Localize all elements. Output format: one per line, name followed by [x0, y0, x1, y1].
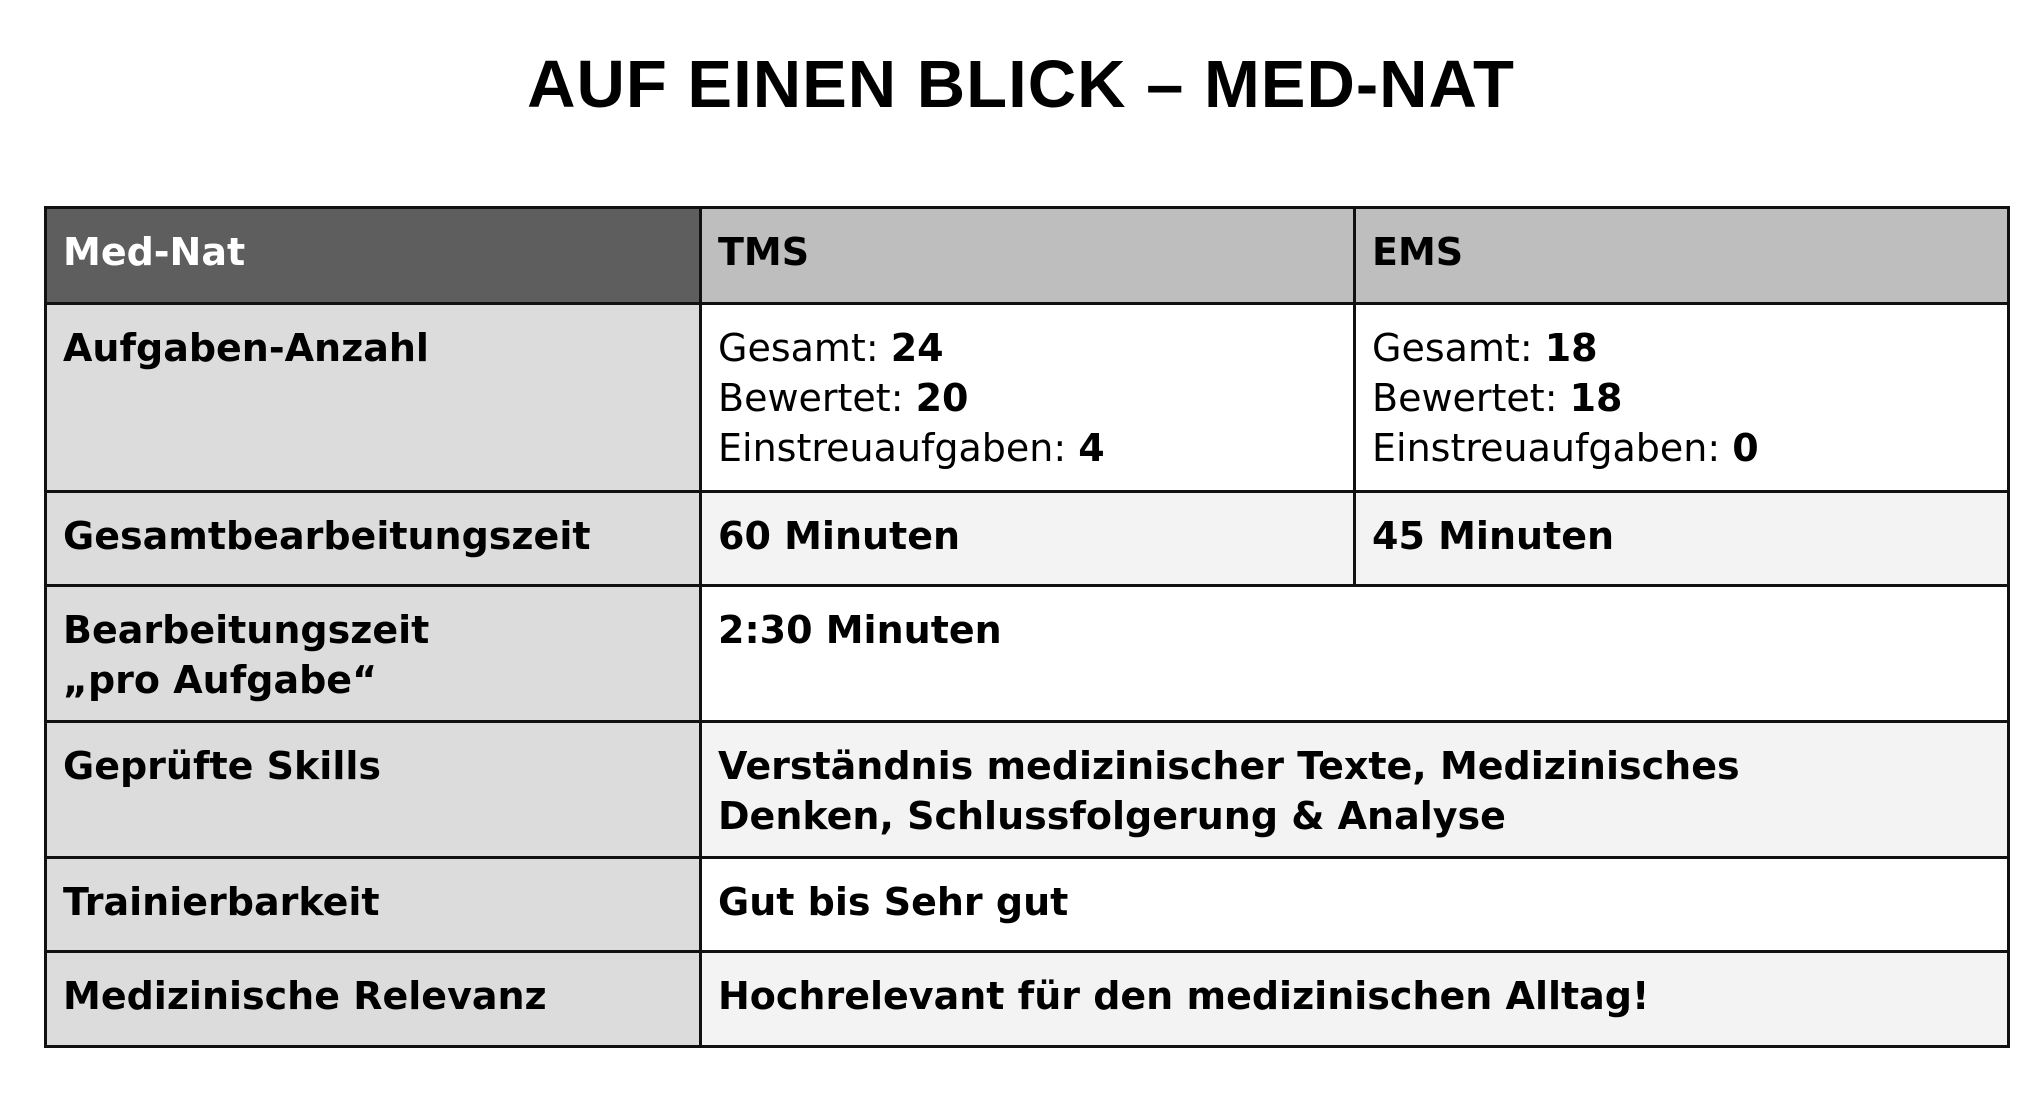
count-line: Bewertet: 18	[1372, 376, 1623, 420]
row-label: Aufgaben-Anzahl	[46, 304, 701, 492]
row-label: Gesamtbearbeitungszeit	[46, 492, 701, 586]
cell-tms-total-time: 60 Minuten	[701, 492, 1355, 586]
cell-ems-count	[1355, 304, 2009, 492]
page-title: AUF EINEN BLICK – MED-NAT	[527, 47, 1515, 122]
count-line: Gesamt: 24	[718, 326, 944, 370]
row-medizinische-relevanz	[46, 952, 2009, 1047]
table-header-row	[46, 208, 2009, 304]
row-label: Geprüfte Skills	[46, 722, 701, 858]
row-label: Bearbeitungszeit „pro Aufgabe“	[46, 586, 701, 722]
corner-header: Med-Nat	[46, 208, 701, 304]
column-header-ems: EMS	[1355, 208, 2009, 304]
cell-relevance: Hochrelevant für den medizinischen Alltag!	[701, 952, 2009, 1047]
row-bearbeitungszeit-pro-aufgabe	[46, 586, 2009, 722]
count-line: Bewertet: 20	[718, 376, 969, 420]
row-label: Trainierbarkeit	[46, 858, 701, 952]
cell-skills: Verständnis medizinischer Texte, Medizinisches Denken, Schlussfolgerung & Analyse	[701, 722, 2009, 858]
cell-tms-count	[701, 304, 1355, 492]
count-line: Gesamt: 18	[1372, 326, 1598, 370]
comparison-table	[44, 206, 2010, 1048]
row-trainierbarkeit	[46, 858, 2009, 952]
row-gesamtbearbeitungszeit	[46, 492, 2009, 586]
column-header-tms: TMS	[701, 208, 1355, 304]
row-aufgaben-anzahl	[46, 304, 2009, 492]
cell-per-task-time: 2:30 Minuten	[701, 586, 2009, 722]
cell-trainability: Gut bis Sehr gut	[701, 858, 2009, 952]
count-line: Einstreuaufgaben: 4	[718, 426, 1105, 470]
row-gepruefte-skills	[46, 722, 2009, 858]
cell-ems-total-time: 45 Minuten	[1355, 492, 2009, 586]
row-label: Medizinische Relevanz	[46, 952, 701, 1047]
count-line: Einstreuaufgaben: 0	[1372, 426, 1759, 470]
